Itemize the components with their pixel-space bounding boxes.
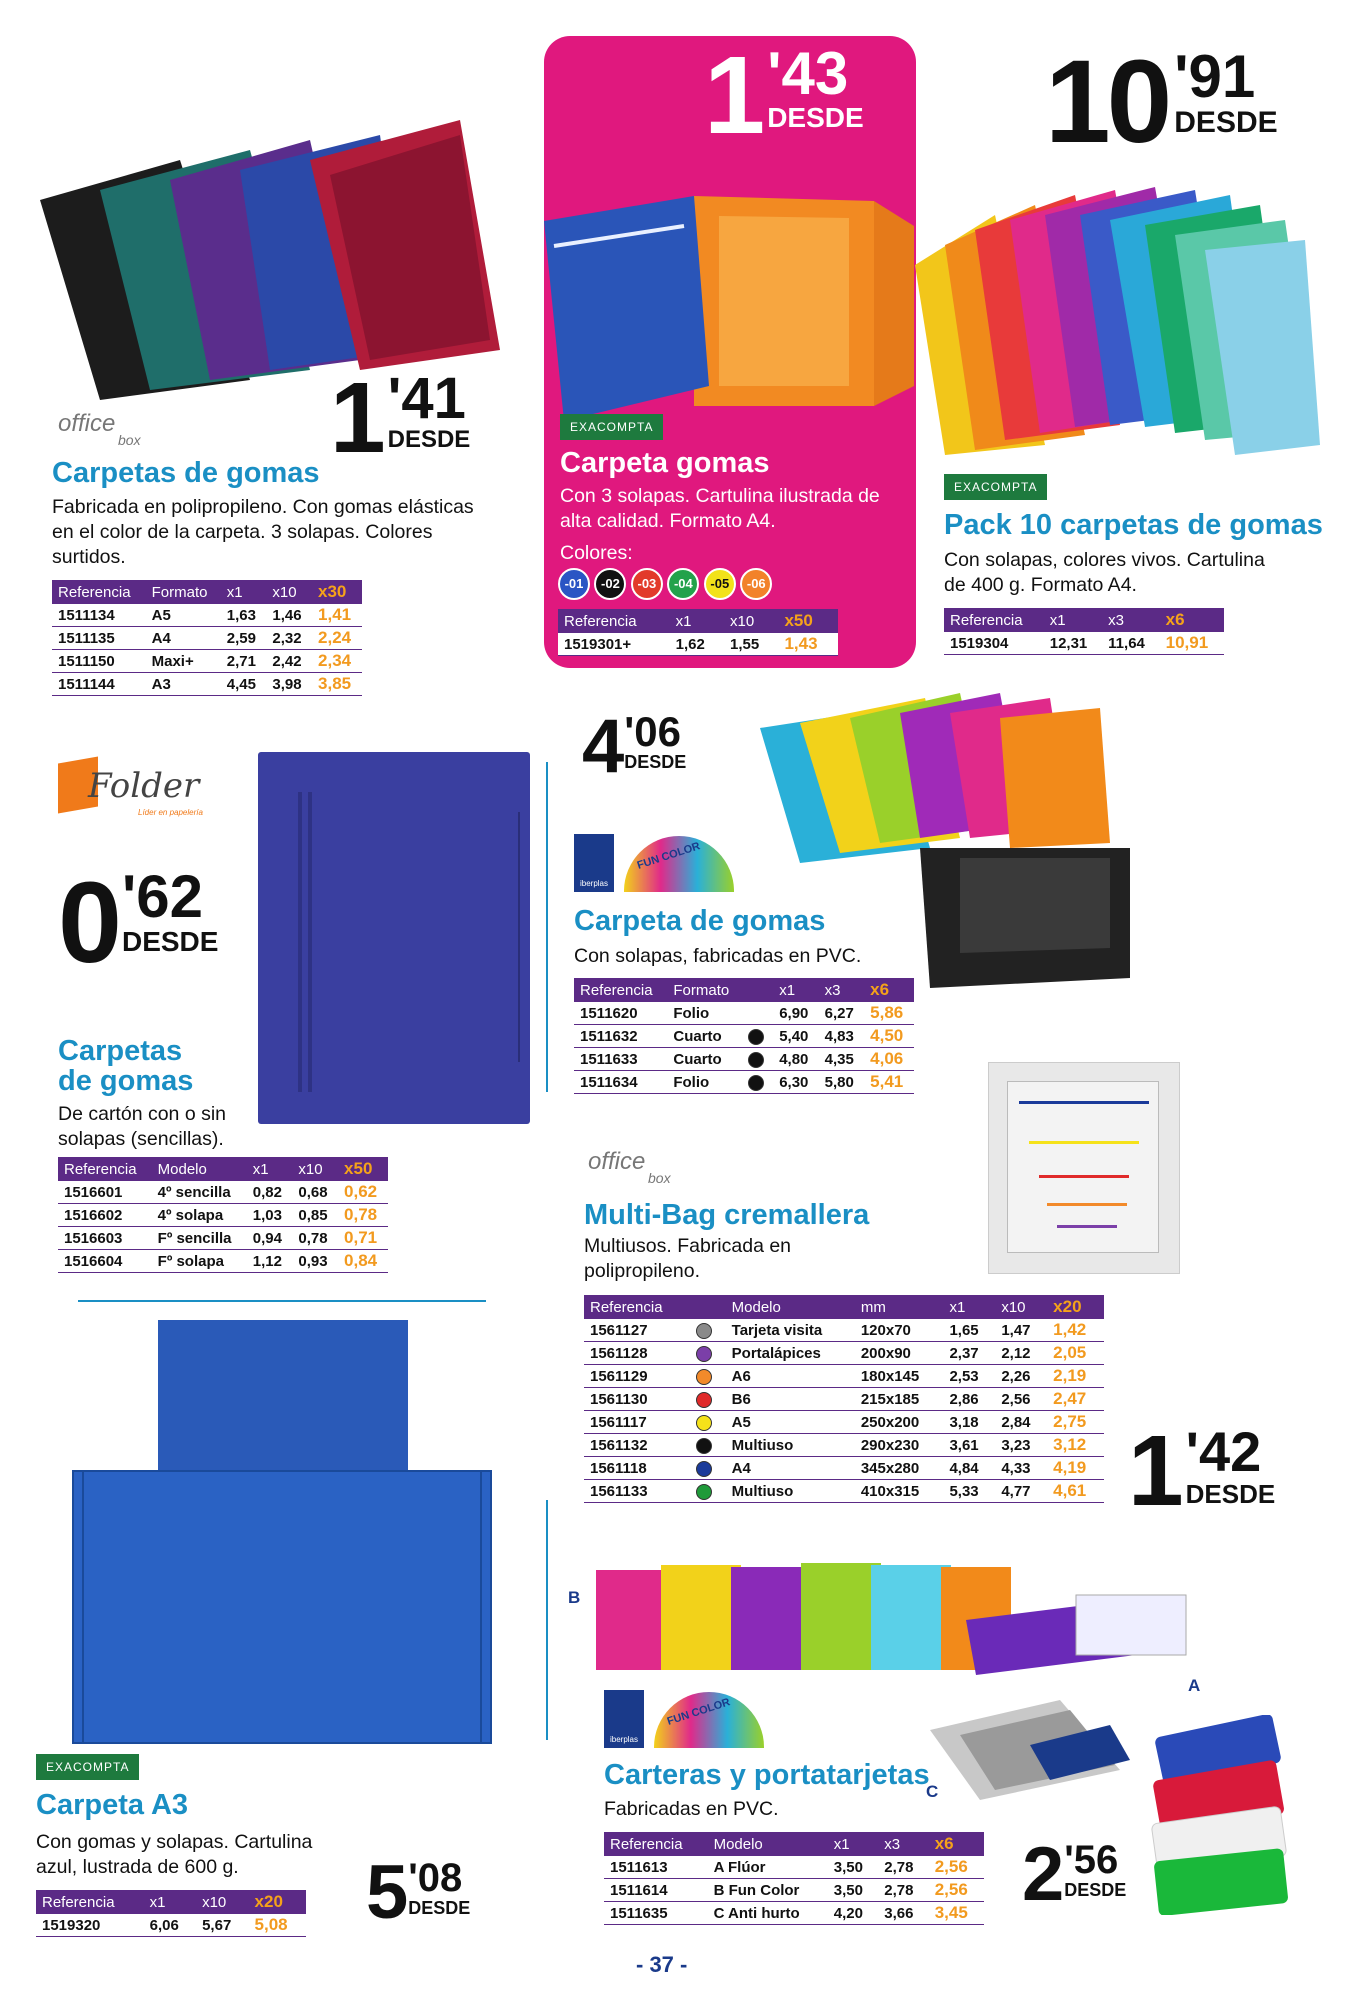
color-swatch: -01 — [558, 568, 590, 600]
price-table: Referencia x1 x3 x6 1519304 12,31 11,64 10,91 — [944, 608, 1224, 655]
table-row: 1516603 Fº sencilla 0,94 0,78 0,71 — [58, 1227, 388, 1250]
officebox-logo: office box — [588, 1148, 671, 1186]
price-tag: 2 '56 DESDE — [1022, 1832, 1127, 1917]
card-holders-image — [596, 1555, 1236, 1680]
table-row: 1561127 Tarjeta visita 120x70 1,65 1,47 1,42 — [584, 1319, 1104, 1342]
color-dot — [696, 1484, 712, 1500]
table-row: 1561132 Multiuso 290x230 3,61 3,23 3,12 — [584, 1434, 1104, 1457]
color-dot — [748, 1075, 764, 1091]
anti-theft-card-holder-image — [920, 1700, 1140, 1810]
table-row: 1511613 A Flúor 3,50 2,78 2,56 — [604, 1856, 984, 1879]
table-row: 1511633 Cuarto 4,80 4,35 4,06 — [574, 1048, 914, 1071]
price-table: Referencia Modelo mm x1 x10 x20 1561127 Tarjeta visita 120x70 1,65 1,47 1,42 1561128 Portalápices 200x90 2,37 2,12 2,05 1561129 A6 180x145 2,53 2,26 2,19 1561130 B6 215x185 2,86 2,56 2,47 1561117 A5 250x200 3,18 2,84 2,75 1561132 Multiuso 290x230 3,61 3,23 3,12 1561118 A4 345x280 4,84 4,33 4,19 1561133 Multiuso 410x315 5,33 4,77 4,61 — [584, 1295, 1104, 1503]
divider — [78, 1300, 486, 1302]
product-title: Pack 10 carpetas de gomas — [944, 509, 1323, 541]
color-swatch: -04 — [667, 568, 699, 600]
table-row: 1561117 A5 250x200 3,18 2,84 2,75 — [584, 1411, 1104, 1434]
product-description: De cartón con o sin solapas (sencillas). — [58, 1103, 227, 1150]
officebox-logo: office box — [58, 410, 141, 448]
color-dot — [696, 1392, 712, 1408]
product-description: Con solapas, fabricadas en PVC. — [574, 945, 862, 967]
table-row: 1511135 A4 2,59 2,32 2,24 — [52, 627, 362, 650]
color-swatch: -05 — [704, 568, 736, 600]
price-tag: 1 '42 DESDE — [1128, 1415, 1276, 1527]
color-swatch: -02 — [594, 568, 626, 600]
product-description: Con 3 solapas. Cartulina ilustrada de alta calidad. Formato A4. — [560, 485, 880, 532]
exacompta-logo: EXACOMPTA — [944, 474, 1047, 500]
table-row: 1511150 Maxi+ 2,71 2,42 2,34 — [52, 650, 362, 673]
multibag-image — [988, 1062, 1180, 1274]
iberplas-funcolor-logo: iberplas FUN COLOR — [574, 834, 764, 894]
price-tag: 10 '91 DESDE — [1045, 36, 1278, 168]
pvc-folders-image — [760, 688, 1210, 988]
color-swatch: -06 — [740, 568, 772, 600]
product-title: Multi-Bag cremallera — [584, 1199, 870, 1231]
product-title: Carteras y portatarjetas — [604, 1759, 930, 1791]
card-wallets-image — [1148, 1715, 1308, 1915]
product-description: Multiusos. Fabricada en polipropileno. — [584, 1235, 792, 1282]
exacompta-logo: EXACOMPTA — [560, 414, 663, 440]
folder-logo: Folder Líder en papelería — [58, 760, 218, 820]
table-row: 1511634 Folio 6,30 5,80 5,41 — [574, 1071, 914, 1094]
product-title: Carpeta A3 — [36, 1789, 189, 1821]
folder-image — [544, 156, 916, 426]
product-title: Carpetas de gomas — [52, 457, 320, 489]
color-dot — [696, 1415, 712, 1431]
color-swatches — [558, 568, 772, 600]
table-row: 1561129 A6 180x145 2,53 2,26 2,19 — [584, 1365, 1104, 1388]
color-dot — [696, 1346, 712, 1362]
folders-fan-image — [905, 175, 1325, 465]
a3-folder-flap — [158, 1320, 408, 1475]
price-table: Referencia Modelo x1 x10 x50 1516601 4º sencilla 0,82 0,68 0,62 1516602 4º solapa 1,03 0,85 0,78 1516603 Fº sencilla 0,94 0,78 0,71 1516604 Fº solapa 1,12 0,93 0,84 — [58, 1157, 388, 1273]
price-tag: 5 '08 DESDE — [366, 1850, 471, 1935]
color-dot — [748, 1029, 764, 1045]
table-row: 1511134 A5 1,63 1,46 1,41 — [52, 604, 362, 627]
table-row: 1511614 B Fun Color 3,50 2,78 2,56 — [604, 1879, 984, 1902]
table-row: 1561133 Multiuso 410x315 5,33 4,77 4,61 — [584, 1480, 1104, 1503]
product-title: Carpetas de gomas — [58, 1035, 194, 1098]
iberplas-funcolor-logo: iberplas FUN COLOR — [604, 1690, 794, 1750]
table-row: 1561130 B6 215x185 2,86 2,56 2,47 — [584, 1388, 1104, 1411]
table-row: 1516604 Fº solapa 1,12 0,93 0,84 — [58, 1250, 388, 1273]
color-dot — [696, 1438, 712, 1454]
cardboard-folder-image — [258, 752, 530, 1124]
label-a: A — [1188, 1676, 1201, 1695]
price-table: Referencia x1 x10 x20 1519320 6,06 5,67 5,08 — [36, 1890, 306, 1937]
color-dot — [696, 1369, 712, 1385]
table-row: 1519320 6,06 5,67 5,08 — [36, 1914, 306, 1937]
price-tag: 1 '41 DESDE — [330, 362, 471, 474]
folders-image — [30, 80, 530, 400]
table-row: 1511632 Cuarto 5,40 4,83 4,50 — [574, 1025, 914, 1048]
color-dot — [696, 1461, 712, 1477]
exacompta-logo: EXACOMPTA — [36, 1754, 139, 1780]
label-c: C — [926, 1782, 939, 1801]
price-table: Referencia Modelo x1 x3 x6 1511613 A Flúor 3,50 2,78 2,56 1511614 B Fun Color 3,50 2,78 2,56 1511635 C Anti hurto 4,20 3,66 3,45 — [604, 1832, 984, 1925]
table-row: 1561118 A4 345x280 4,84 4,33 4,19 — [584, 1457, 1104, 1480]
product-title: Carpeta de gomas — [574, 905, 826, 937]
price-tag: 4 '06 DESDE — [582, 704, 687, 789]
page-number: - 37 - — [636, 1952, 688, 1977]
table-row: 1516601 4º sencilla 0,82 0,68 0,62 — [58, 1181, 388, 1204]
table-row: 1511620 Folio 6,90 6,27 5,86 — [574, 1002, 914, 1025]
colors-label: Colores: — [560, 542, 633, 564]
table-row: 1519301+ 1,62 1,55 1,43 — [558, 633, 838, 656]
table-row: 1561128 Portalápices 200x90 2,37 2,12 2,05 — [584, 1342, 1104, 1365]
a3-folder-image — [72, 1470, 492, 1744]
price-tag: 1 '43 DESDE — [704, 34, 864, 157]
price-tag: 0 '62 DESDE — [58, 859, 219, 987]
color-swatch: -03 — [631, 568, 663, 600]
product-description: Con solapas, colores vivos. Cartulina de 400 g. Formato A4. — [944, 549, 1265, 596]
divider — [546, 762, 548, 1092]
color-dot — [696, 1323, 712, 1339]
table-row: 1519304 12,31 11,64 10,91 — [944, 632, 1224, 655]
price-table: Referencia Formato x1 x3 x6 1511620 Folio 6,90 6,27 5,86 1511632 Cuarto 5,40 4,83 4,50 1511633 Cuarto 4,80 4,35 4,06 1511634 Folio 6,30 5,80 5,41 — [574, 978, 914, 1094]
price-table: Referencia x1 x10 x50 1519301+ 1,62 1,55 1,43 — [558, 609, 838, 656]
product-description: Fabricada en polipropileno. Con gomas elásticas en el color de la carpeta. 3 solapas. Colores surtidos. — [52, 496, 474, 568]
divider — [546, 1500, 548, 1740]
product-description: Con gomas y solapas. Cartulina azul, lustrada de 600 g. — [36, 1831, 313, 1878]
table-row: 1511635 C Anti hurto 4,20 3,66 3,45 — [604, 1902, 984, 1925]
color-dot — [748, 1052, 764, 1068]
product-exacompta-carpeta-gomas — [544, 36, 916, 668]
label-b: B — [568, 1588, 581, 1607]
table-row: 1511144 A3 4,45 3,98 3,85 — [52, 673, 362, 696]
product-title: Carpeta gomas — [560, 447, 770, 479]
price-table: Referencia Formato x1 x10 x30 1511134 A5 1,63 1,46 1,41 1511135 A4 2,59 2,32 2,24 1511150 Maxi+ 2,71 2,42 2,34 1511144 A3 4,45 3,98 3,85 — [52, 580, 362, 696]
table-row: 1516602 4º solapa 1,03 0,85 0,78 — [58, 1204, 388, 1227]
product-description: Fabricadas en PVC. — [604, 1798, 779, 1820]
